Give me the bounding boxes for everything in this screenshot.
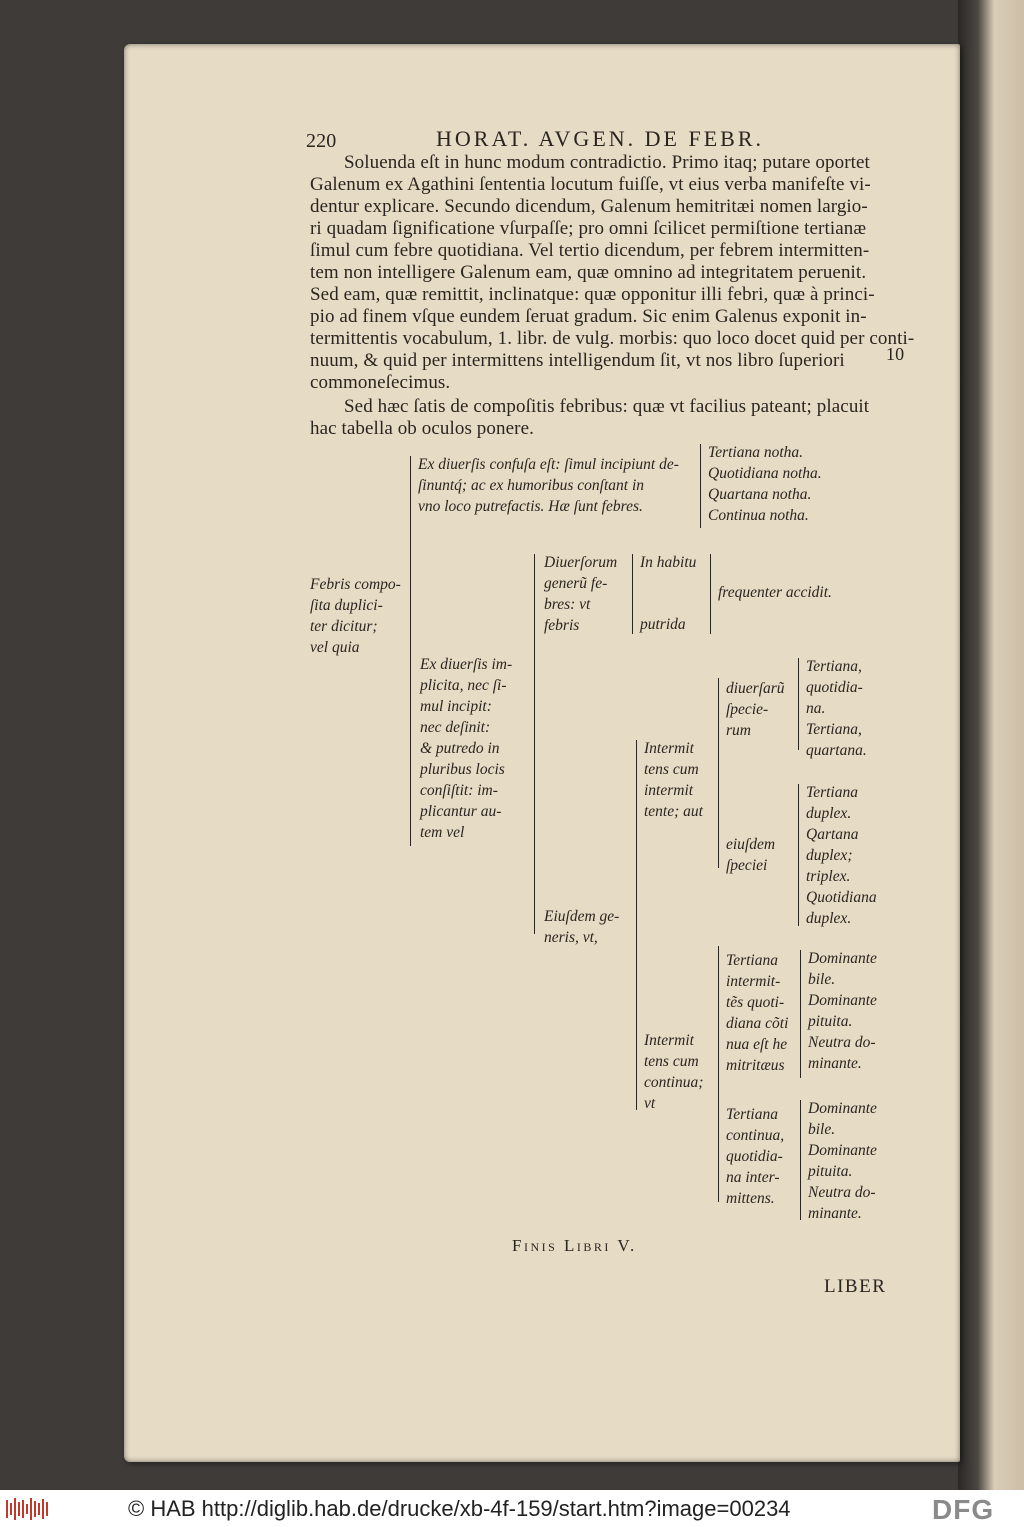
body-line: nuum, & quid per intermittens intelligendum ſit, vt nos libro ſuperiori — [310, 350, 845, 371]
body-line: ſimul cum febre quotidiana. Vel tertio dicendum, per febrem intermitten- — [310, 240, 870, 261]
table-b1-b: putrida — [640, 616, 686, 633]
table-d2-list: Tertiana duplex. Qartana duplex; triplex. Quotidiana duplex. — [806, 784, 877, 927]
body-line: Sed hæc ſatis de compoſitis febribus: quæ vt facilius pateant; placuit — [344, 396, 870, 417]
brace-a1 — [700, 444, 701, 528]
table-d1-list: Tertiana, quotidia- na. Tertiana, quartana. — [806, 658, 867, 759]
table-e1-list: Dominante bile. Dominante pituita. Neutra do- minante. — [808, 950, 877, 1072]
table-b1: Diuerſorum generũ fe- bres: vt febris — [544, 554, 618, 634]
brace-root — [410, 456, 411, 846]
table-a2: Ex diuerſis im- plicita, nec ſi- mul incipit: nec deſinit: & putredo in pluribus locis conſiſtit: im- plicantur au- tem vel — [420, 656, 513, 841]
body-line: dentur explicare. Secundo dicendum, Galenum hemitritæi nomen largio- — [310, 196, 868, 217]
table-e2: Tertiana continua, quotidia- na inter- mittens. — [726, 1106, 785, 1207]
body-line: tem non intelligere Galenum eam, quæ omnino ad integritatem peruenit. — [310, 262, 867, 283]
table-d1: diuerſarũ ſpecie- rum — [726, 680, 785, 739]
body-line: Galenum ex Agathini ſententia locutum fuiſſe, vt eius verba manifeſte vi- — [310, 174, 871, 195]
body-line: pio ad finem vſque eundem ſeruat gradum. Sic enim Galenus exponit in- — [310, 306, 867, 327]
brace-e2 — [800, 1100, 801, 1220]
running-head: HORAT. AVGEN. DE FEBR. — [436, 126, 764, 151]
brace-b1-r — [710, 554, 711, 634]
brace-a2 — [534, 554, 535, 934]
table-a1-list: Tertiana notha. Quotidiana notha. Quartana notha. Continua notha. — [708, 444, 822, 524]
brace-c2 — [718, 946, 719, 1202]
body-line: hac tabella ob oculos ponere. — [310, 418, 534, 439]
body-line: ri quadam ſignificatione vſurpaſſe; pro omni ſcilicet permiſtione tertianæ — [310, 218, 867, 239]
brace-d2 — [798, 784, 799, 926]
brace-d1 — [798, 658, 799, 750]
dfg-logo: DFG — [932, 1494, 995, 1525]
table-e2-list: Dominante bile. Dominante pituita. Neutra do- minante. — [808, 1100, 877, 1222]
table-a1: Ex diuerſis confuſa eſt: ſimul incipiunt de- ſinuntq́; ac ex humoribus conſtant in vno loco putrefactis. Hæ ſunt febres. — [418, 456, 679, 515]
body-line: commoneſecimus. — [310, 372, 451, 393]
table-e1: Tertiana intermit- tẽs quoti- diana cõti nua eſt he mitritæus — [726, 952, 789, 1074]
catchword: LIBER — [824, 1276, 887, 1297]
body-line: Soluenda eſt in hunc modum contradictio. Primo itaq; putare oportet — [344, 152, 870, 173]
colophon: Finis Libri V. — [512, 1236, 637, 1255]
hab-logo-icon — [6, 1498, 50, 1520]
table-d2: eiuſdem ſpeciei — [726, 836, 776, 874]
brace-b1 — [632, 554, 633, 634]
body-line: Sed eam, quæ remittit, inclinatque: quæ opponitur illi febri, quæ à princi- — [310, 284, 875, 305]
table-b1-a: In habitu — [640, 554, 697, 571]
table-c2: Intermit tens cum continua; vt — [644, 1032, 704, 1112]
table-c1: Intermit tens cum intermit tente; aut — [644, 740, 703, 820]
table-root: Febris compo- ſita duplici- ter dicitur; vel quia — [310, 576, 401, 656]
footer-bar — [0, 1490, 1024, 1527]
table-b2: Eiuſdem ge- neris, vt, — [544, 908, 620, 946]
margin-line-number: 10 — [886, 344, 905, 364]
page-number: 220 — [306, 130, 337, 152]
table-b1-r: frequenter accidit. — [718, 584, 832, 601]
book-spine — [958, 0, 1024, 1490]
source-link[interactable]: © HAB http://diglib.hab.de/drucke/xb-4f-159/start.htm?image=00234 — [128, 1496, 791, 1521]
brace-b2 — [636, 740, 637, 1110]
body-line: termittentis vocabulum, 1. libr. de vulg. morbis: quo loco docet quid per conti- — [310, 328, 915, 349]
brace-c1 — [718, 678, 719, 868]
book-page — [124, 44, 960, 1462]
brace-e1 — [800, 950, 801, 1078]
